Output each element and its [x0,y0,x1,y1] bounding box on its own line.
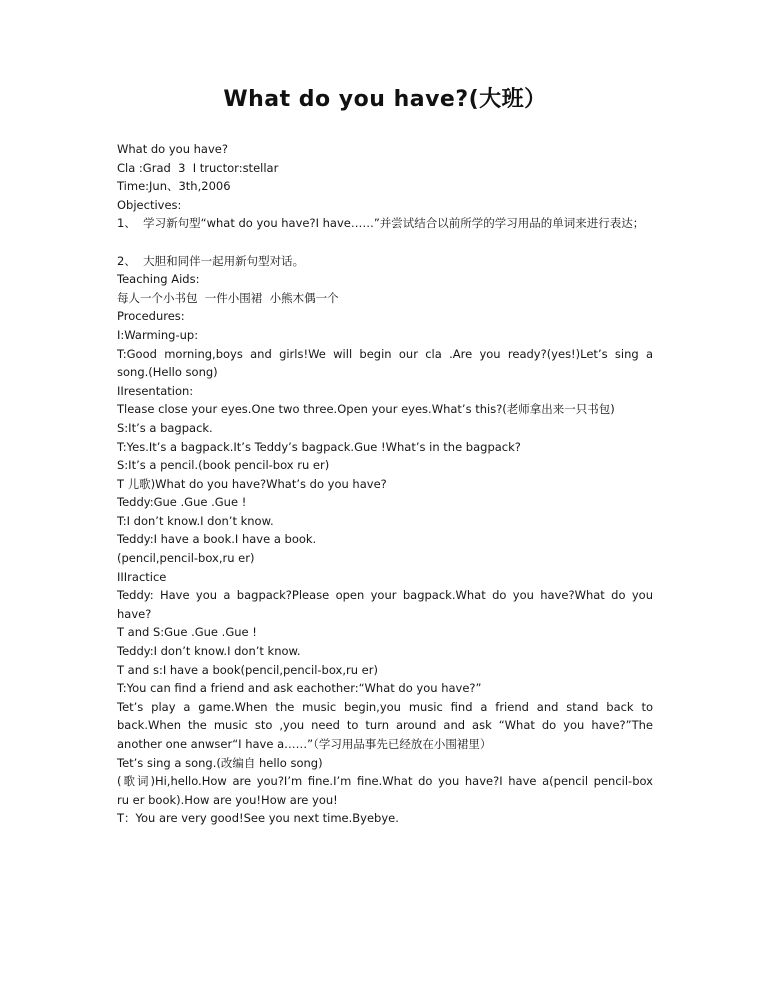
text-line: Teddy:I don’t know.I don’t know. [117,644,301,659]
text-line: have? [117,606,152,621]
text-line: T and S:Gue .Gue .Gue ! [117,625,257,640]
text-line: Teddy:I have a book.I have a book. [117,532,317,547]
document-body [117,140,653,828]
text-line: Cla :Grad 3 I tructor:stellar [117,160,279,175]
text-line: another one anwser“I have a……”（学习用品事先已经放在小围裙里） [117,737,492,751]
text-line: T:Good morning,boys and girls!We will begin our cla .Are you ready?(yes!)Let’s sing a [117,346,653,361]
text-line: T:Yes.It’s a bagpack.It’s Teddy’s bagpack.Gue !What’s in the bagpack? [117,439,521,454]
text-line: song.(Hello song) [117,365,218,380]
text-line: 1、 学习新句型“what do you have?I have……”并尝试结合以前所学的学习用品的单词来进行表达； [117,216,645,231]
text-line: 2、 大胆和同伴一起用新句型对话。 [117,253,305,268]
text-line: Teddy:Gue .Gue .Gue ! [117,495,247,510]
text-line: Time:Jun、3th,2006 [117,179,231,194]
text-line: IIresentation: [117,383,194,398]
text-line: T:I don’t know.I don’t know. [117,513,274,528]
blank-line [117,233,653,252]
text-line: Teaching Aids: [117,272,200,287]
text-line: T 儿歌)What do you have?What’s do you have? [117,476,387,491]
text-line: T and s:I have a book(pencil,pencil-box,ru er) [117,662,378,677]
text-line: (pencil,pencil-box,ru er) [117,551,255,566]
document-title: What do you have?(大班） [223,87,547,112]
text-line: I:Warming-up: [117,327,199,342]
text-line: Tet’s play a game.When the music begin,you music find a friend and stand back to [117,699,653,714]
text-line: T：You are very good!See you next time.Byebye. [117,811,399,826]
text-line: back.When the music sto ,you need to turn around and ask “What do you have?”The [117,718,653,733]
text-line: ru er book).How are you!How are you! [117,792,338,807]
text-line: Tet’s sing a song.(改编自 hello song) [117,755,323,770]
text-line: T:You can find a friend and ask eachother:“What do you have?” [117,681,482,696]
text-line: S:It’s a pencil.(book pencil-box ru er) [117,458,330,473]
text-line: Objectives: [117,197,182,212]
text-line: Teddy: Have you a bagpack?Please open your bagpack.What do you have?What do you [117,588,653,603]
text-line: IIIractice [117,569,167,584]
text-line: Procedures: [117,309,185,324]
text-line: What do you have? [117,142,228,156]
text-line: 每人一个小书包 一件小围裙 小熊木偶一个 [117,290,339,305]
text-line: S:It’s a bagpack. [117,420,213,435]
text-line: Tlease close your eyes.One two three.Open your eyes.What’s this?(老师拿出来一只书包) [117,402,615,417]
text-line: (歌词)Hi,hello.How are you?I’m fine.I’m fine.What do you have?I have a(pencil pencil-box [117,774,653,789]
